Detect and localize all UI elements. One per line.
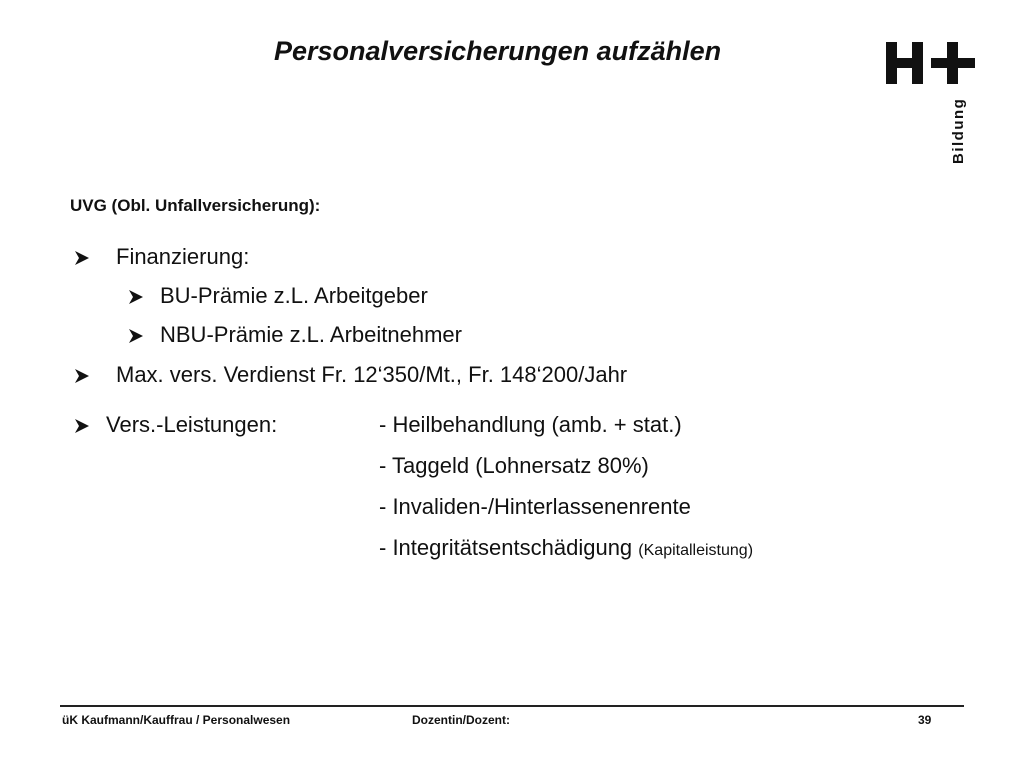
bullet-bu-premium: BU-Prämie z.L. Arbeitgeber: [160, 283, 428, 308]
arrow-bullet-icon: [73, 417, 91, 435]
h-plus-bildung-logo: [880, 38, 980, 168]
benefit-item: - Invaliden-/Hinterlassenenrente: [379, 494, 691, 519]
h-plus-logo-icon: [880, 38, 980, 168]
benefit-item-row: [379, 535, 753, 564]
footer-page-number: 39: [918, 713, 932, 727]
bullet-benefits-label: Vers.-Leistungen:: [106, 412, 278, 437]
footer-divider: [60, 705, 964, 707]
benefit-item: - Integritätsentschädigung: [379, 535, 633, 560]
bullet-financing: Finanzierung:: [116, 244, 250, 269]
benefit-item: - Taggeld (Lohnersatz 80%): [379, 453, 649, 478]
footer-course: üK Kaufmann/Kauffrau / Personalwesen: [62, 713, 291, 727]
arrow-bullet-icon: [73, 249, 91, 267]
arrow-bullet-icon: [73, 367, 91, 385]
arrow-bullet-icon: [127, 288, 145, 306]
slide-title: Personalversicherungen aufzählen: [274, 36, 722, 66]
footer-lecturer: Dozentin/Dozent:: [412, 713, 510, 727]
uvg-heading: UVG (Obl. Unfallversicherung):: [70, 196, 321, 215]
benefit-note: (Kapitalleistung): [638, 542, 754, 559]
bullet-max-earnings: Max. vers. Verdienst Fr. 12‘350/Mt., Fr. 148‘200/Jahr: [116, 362, 628, 387]
logo-word: Bildung: [950, 97, 967, 164]
bullet-nbu-premium: NBU-Prämie z.L. Arbeitnehmer: [160, 322, 462, 347]
arrow-bullet-icon: [127, 327, 145, 345]
benefit-item: - Heilbehandlung (amb. + stat.): [379, 412, 682, 437]
